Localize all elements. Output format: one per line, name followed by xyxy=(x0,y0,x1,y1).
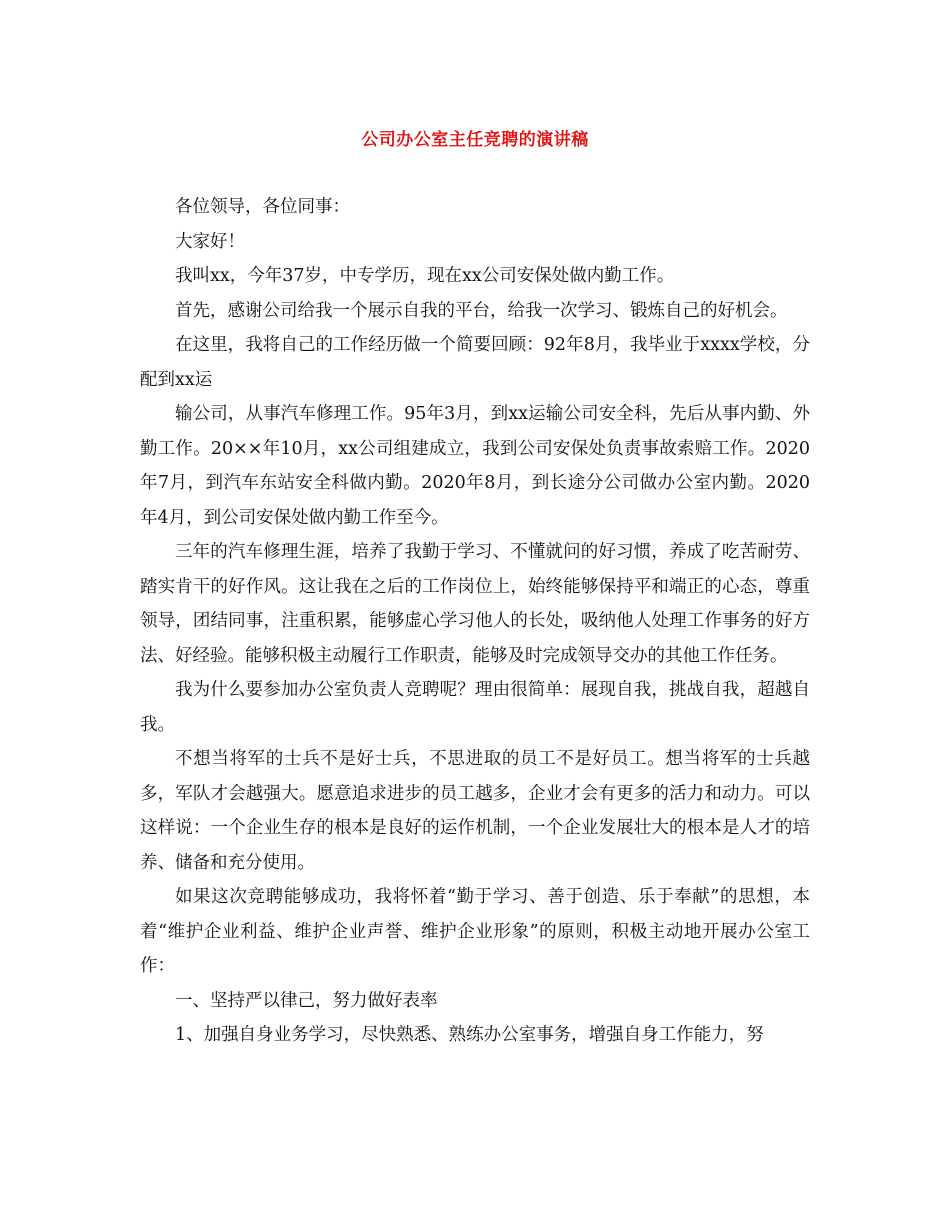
paragraph-self-intro: 我叫xx，今年37岁，中专学历，现在xx公司安保处做内勤工作。 xyxy=(175,266,675,286)
paragraph-work-history-start: 在这里，我将自己的工作经历做一个简要回顾：92年8月，我毕业于xxxx学校，分配到xx运 xyxy=(140,335,810,390)
paragraph-motivation: 我为什么要参加办公室负责人竞聘呢？理由很简单：展现自我，挑战自我，超越自我。 xyxy=(140,680,810,735)
paragraph-greeting: 各位领导，各位同事： xyxy=(175,197,350,217)
paragraph-section-heading-1: 一、坚持严以律己，努力做好表率 xyxy=(175,990,438,1011)
paragraph-experience: 三年的汽车修理生涯，培养了我勤于学习、不懂就问的好习惯，养成了吃苦耐劳、踏实肯干的好作风。这让我在之后的工作岗位上，始终能够保持平和端正的心态，尊重领导，团结同事，注重积累，能够虚心学习他人的长处，吸纳他人处理工作事务的好方法、好经验。能够积极主动履行工作职责，能够及时完成领导交办的其他工作任务。 xyxy=(140,542,810,666)
paragraph-work-history: 输公司，从事汽车修理工作。95年3月，到xx运输公司安全科，先后从事内勤、外勤工作。20××年10月，xx公司组建成立，我到公司安保处负责事故索赔工作。2020年7月，到汽车东站安全科做内勤。2020年8月，到长途分公司做办公室内勤。2020年4月，到公司安保处做内勤工作至今。 xyxy=(140,404,810,528)
paragraph-commitment: 如果这次竞聘能够成功，我将怀着“勤于学习、善于创造、乐于奉献”的思想，本着“维护企业利益、维护企业声誉、维护企业形象”的原则，积极主动地开展办公室工作： xyxy=(140,887,810,976)
document-body xyxy=(140,190,810,1053)
document-title: 公司办公室主任竞聘的演讲稿 xyxy=(361,130,589,150)
paragraph-item-1: 1、加强自身业务学习，尽快熟悉、熟练办公室事务，增强自身工作能力，努 xyxy=(175,1025,764,1045)
paragraph-soldier: 不想当将军的士兵不是好士兵，不思进取的员工不是好员工。想当将军的士兵越多，军队才会越强大。愿意追求进步的员工越多，企业才会有更多的活力和动力。可以这样说：一个企业生存的根本是良好的运作机制，一个企业发展壮大的根本是人才的培养、储备和充分使用。 xyxy=(140,749,810,873)
paragraph-hello: 大家好！ xyxy=(175,231,245,252)
paragraph-thanks: 首先，感谢公司给我一个展示自我的平台，给我一次学习、锻炼自己的好机会。 xyxy=(175,300,788,321)
